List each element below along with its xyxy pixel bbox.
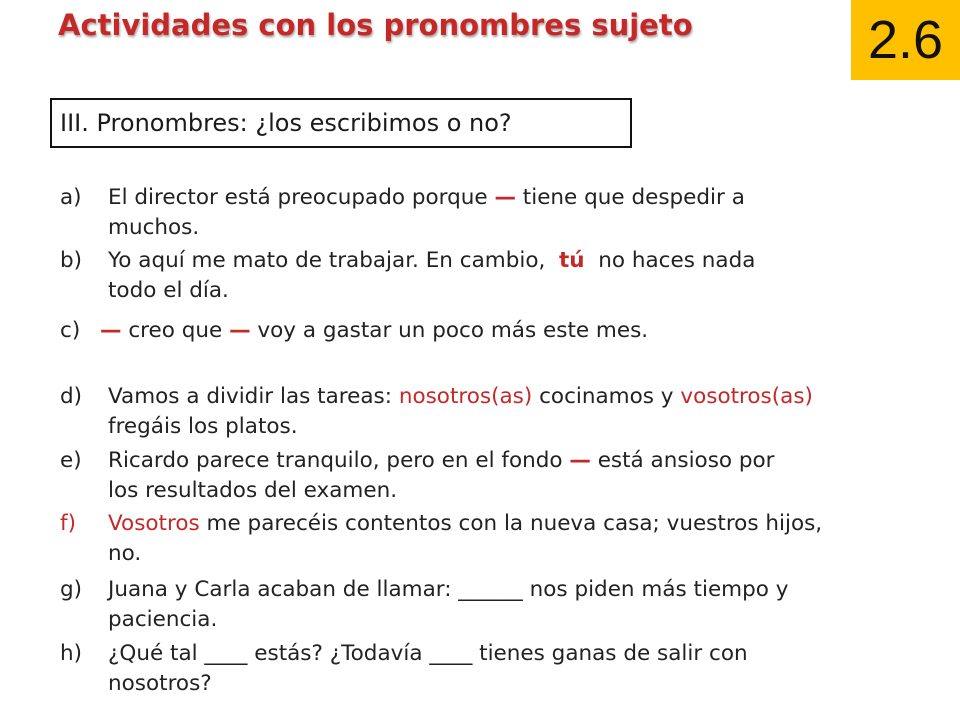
section-number: 2.6 <box>867 10 944 70</box>
page-title: Actividades con los pronombres sujeto <box>58 8 693 42</box>
item-continuation: los resultados del examen. <box>108 478 398 503</box>
item-continuation: muchos. <box>108 215 200 240</box>
item-continuation: no. <box>108 541 142 566</box>
answer-blank: — <box>100 318 122 343</box>
item-continuation: fregáis los platos. <box>108 414 298 439</box>
section-heading: III. Pronombres: ¿los escribimos o no? <box>50 98 632 148</box>
item-text: Juana y Carla acaban de llamar: ______ nos piden más tiempo y <box>108 577 789 602</box>
item-text: Ricardo parece tranquilo, pero en el fondo — está ansioso por <box>108 448 775 473</box>
answer-pronoun: Vosotros <box>108 511 200 536</box>
answer-pronoun: nosotros(as) <box>398 384 533 409</box>
section-number-badge <box>851 0 960 80</box>
item-text: Yo aquí me mato de trabajar. En cambio, tú no haces nada <box>108 248 756 273</box>
item-marker: b) <box>60 248 83 273</box>
item-marker: d) <box>60 384 83 409</box>
item-marker: a) <box>60 185 82 210</box>
item-marker: f) <box>60 511 76 536</box>
item-text: Vosotros me parecéis contentos con la nueva casa; vuestros hijos, <box>108 511 823 536</box>
item-marker: g) <box>60 577 83 602</box>
item-text: Vamos a dividir las tareas: nosotros(as) cocinamos y vosotros(as) <box>108 384 813 409</box>
item-continuation: todo el día. <box>108 278 229 303</box>
item-marker: c) <box>60 318 81 343</box>
item-marker: h) <box>60 641 83 666</box>
answer-blank: — <box>229 318 251 343</box>
item-continuation: paciencia. <box>108 607 218 632</box>
item-text: ¿Qué tal ____ estás? ¿Todavía ____ tienes ganas de salir con <box>108 641 748 666</box>
item-text: El director está preocupado porque — tiene que despedir a <box>108 185 745 210</box>
answer-blank: — <box>569 448 591 473</box>
item-text: — creo que — voy a gastar un poco más este mes. <box>100 318 649 343</box>
item-continuation: nosotros? <box>108 671 212 696</box>
answer-blank: — <box>494 185 516 210</box>
answer-pronoun: vosotros(as) <box>680 384 813 409</box>
item-marker: e) <box>60 448 82 473</box>
answer-pronoun: tú <box>559 248 585 273</box>
